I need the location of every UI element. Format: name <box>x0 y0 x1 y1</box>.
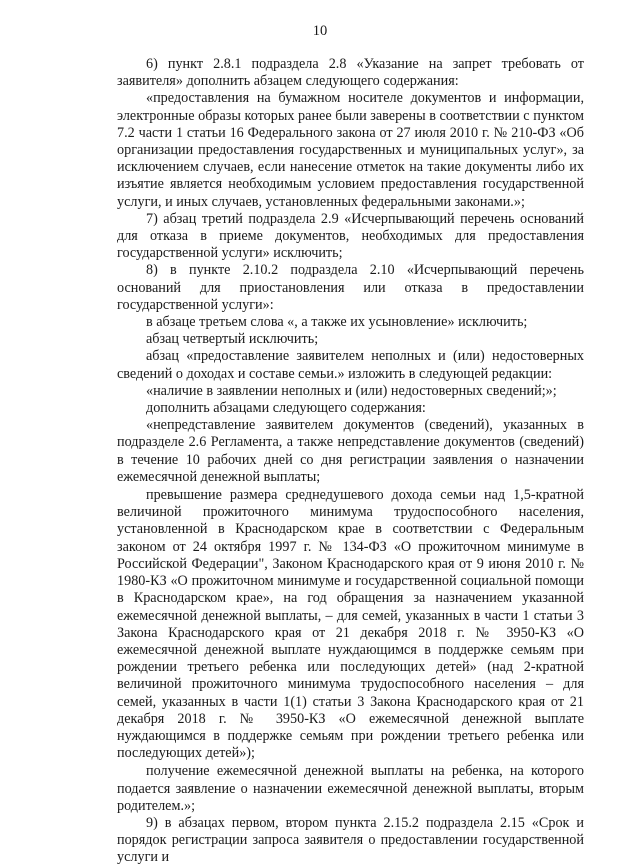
paragraph-abzac-submission: абзац «предоставление заявителем неполных и (или) недостоверных сведений о доходах и составе семьи.» изложить в следующей редакции: <box>117 348 584 382</box>
paragraph-income-excess: превышение размера среднедушевого дохода семьи над 1,5-кратной величиной прожиточного минимума трудоспособного населения, установленной в Краснодарском крае в соответствии с Федеральным законом от 24 октября 1997 г. № 134-ФЗ «О прожиточном минимуме в Российской Федерации", Законом Краснодарского края от 9 июня 2010 г. № 1980-КЗ «О прожиточном минимуме и государственной социальной помощи в Краснодарском крае», на год обращения за назначением указанной ежемесячной денежной выплаты, – для семей, указанных в части 1 статьи 3 Закона Краснодарского края от 21 декабря 2018 г. № 3950-КЗ «О ежемесячной денежной выплате нуждающимся в поддержке семьям при рождении третьего ребенка или последующих детей» (над 2-кратной величиной прожиточного минимума трудоспособного населения – для семей, указанных в части 1(1) статьи 3 Закона Краснодарского края от 21 декабря 2018 г. № 3950-КЗ «О ежемесячной денежной выплате нуждающимся в поддержке семьям при рождении третьего ребенка или последующих детей»); <box>117 487 584 762</box>
paragraph-second-parent: получение ежемесячной денежной выплаты на ребенка, на которого подается заявление о назначении ежемесячной денежной выплаты, вторым родителем.»; <box>117 763 584 814</box>
paragraph-item-6: 6) пункт 2.8.1 подраздела 2.8 «Указание на запрет требовать от заявителя» дополнить абзацем следующего содержания: <box>117 56 584 90</box>
paragraph-third-abzac: в абзаце третьем слова «, а также их усыновление» исключить; <box>146 314 528 331</box>
paragraph-item-8: 8) в пункте 2.10.2 подраздела 2.10 «Исчерпывающий перечень оснований для приостановления или отказа в предоставлении государственной услуги»: <box>117 262 584 313</box>
paragraph-new-wording: «наличие в заявлении неполных и (или) недостоверных сведений;»; <box>146 382 557 399</box>
page-number: 10 <box>312 23 328 39</box>
paragraph-item-7: 7) абзац третий подраздела 2.9 «Исчерпывающий перечень оснований для отказа в приеме документов, необходимых для предоставления государственной услуги» исключить; <box>117 210 584 262</box>
document-body <box>117 56 584 867</box>
paragraph-item-9: 9) в абзацах первом, втором пункта 2.15.2 подраздела 2.15 «Срок и порядок регистрации запроса заявителя о предоставлении государственной услуги и <box>117 814 584 866</box>
paragraph-add-abzacs: дополнить абзацами следующего содержания: <box>146 400 426 417</box>
paragraph-fourth-abzac: абзац четвертый исключить; <box>146 331 319 348</box>
paragraph-quote-electronic-images: «предоставления на бумажном носителе документов и информации, электронные образы которых ранее были заверены в соответствии с пунктом 7.2 части 1 статьи 16 Федерального закона от 27 июля 2010 г. № 210-ФЗ «Об организации предоставления государственных и муниципальных услуг», за исключением случаев, если нанесение отметок на такие документы либо их изъятие является необходимым условием предоставления государственной услуги, и иных случаев, установленных федеральными законами.»; <box>117 90 584 210</box>
paragraph-non-submission: «непредставление заявителем документов (сведений), указанных в подразделе 2.6 Регламента, а также непредставление документов (сведений) в течение 10 рабочих дней со дня регистрации заявления о назначении ежемесячной денежной выплаты; <box>117 417 584 485</box>
